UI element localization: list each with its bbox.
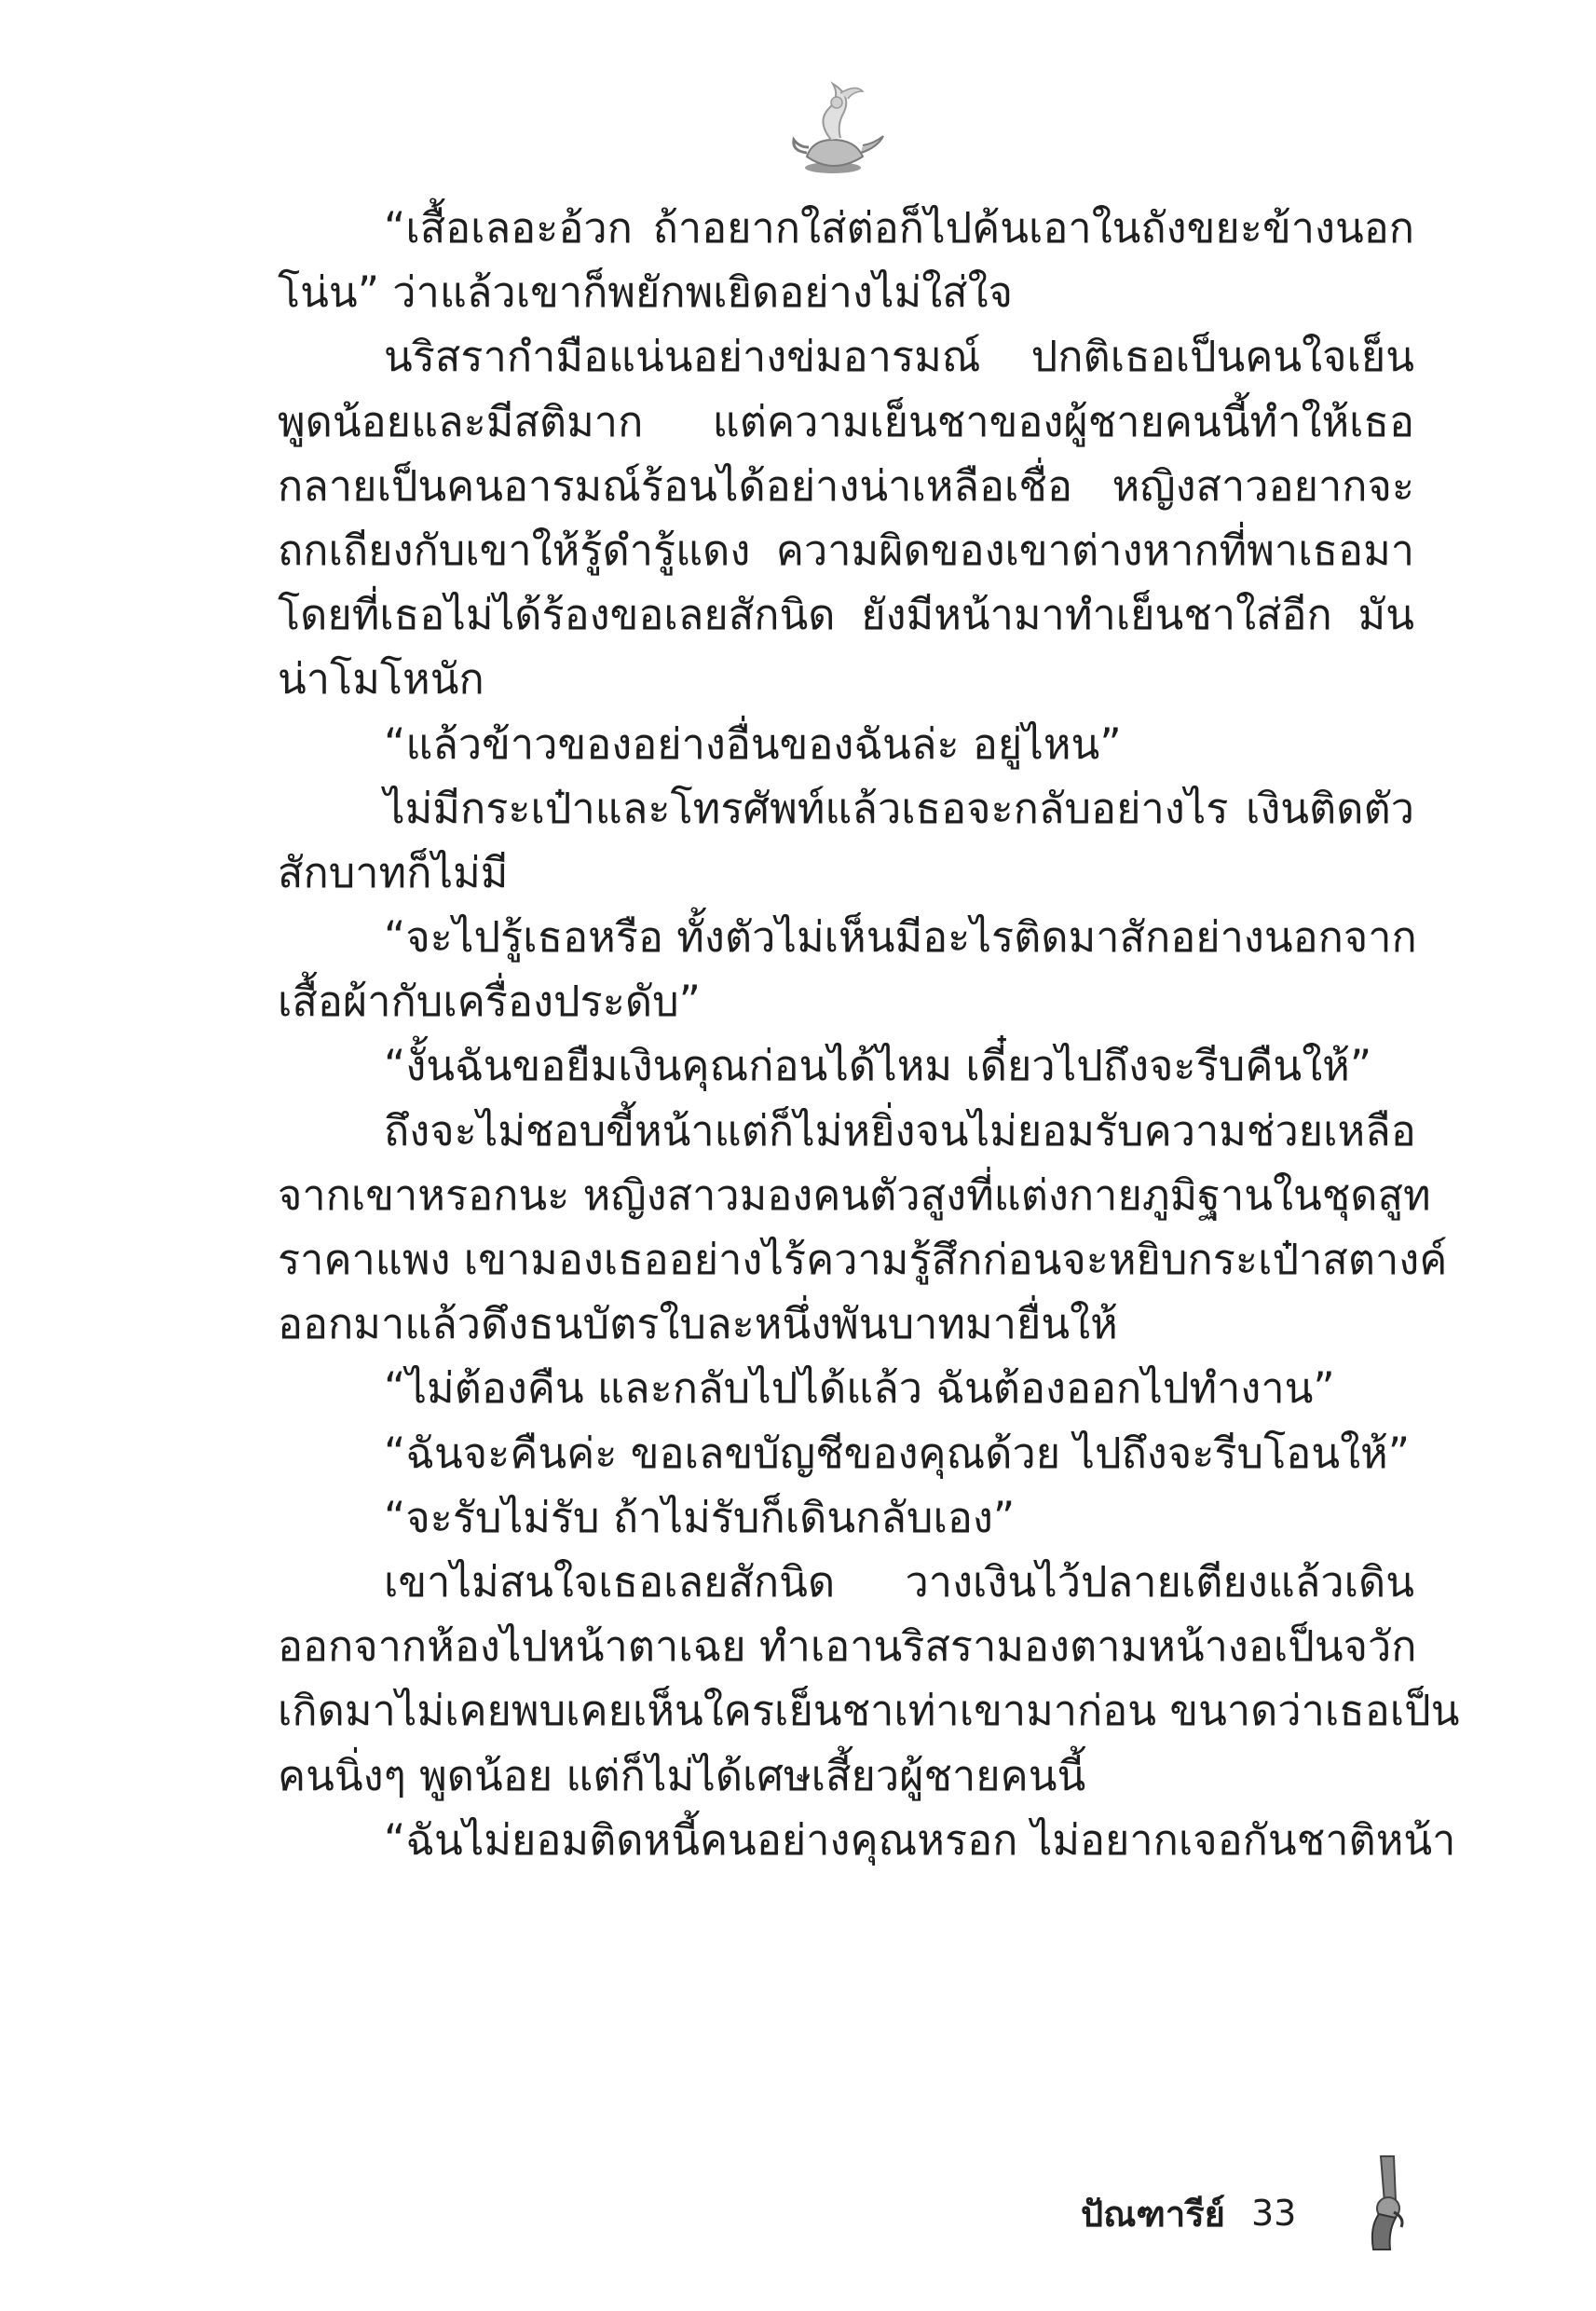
text-line: จากเขาหรอกนะ หญิงสาวมองคนตัวสูงที่แต่งกายภูมิฐานในชุดสูท	[278, 1169, 1431, 1220]
page-footer	[1081, 2181, 1296, 2246]
text-line: คนนิ่งๆ พูดน้อย แต่ก็ไม่ได้เศษเสี้ยวผู้ชายคนนี้	[278, 1750, 1086, 1800]
genie-lamp-icon	[779, 75, 891, 186]
page-number: 33	[1250, 2193, 1297, 2234]
text-line: พูดน้อยและมีสติมาก แต่ความเย็นชาของผู้ชายคนนี้ทำให้เธอ	[278, 396, 1414, 446]
text-line: “แล้วข้าวของอย่างอื่นของฉันล่ะ อยู่ไหน”	[384, 718, 1122, 769]
text-line: “ฉันจะคืนค่ะ ขอเลขบัญชีของคุณด้วย ไปถึงจะรีบโอนให้”	[384, 1428, 1411, 1478]
text-line: ออกมาแล้วดึงธนบัตรใบละหนึ่งพันบาทมายื่นให้	[278, 1299, 1118, 1349]
text-line: “เสื้อเลอะอ้วก ถ้าอยากใส่ต่อก็ไปค้นเอาในถังขยะข้างนอก	[384, 203, 1414, 253]
text-line: “งั้นฉันขอยืมเงินคุณก่อนได้ไหม เดี๋ยวไปถึงจะรีบคืนให้”	[384, 1041, 1372, 1091]
text-line: กลายเป็นคนอารมณ์ร้อนได้อย่างน่าเหลือเชื่อ หญิงสาวอยากจะ	[278, 460, 1414, 511]
text-line: เขาไม่สนใจเธอเลยสักนิด วางเงินไว้ปลายเตียงแล้วเดิน	[384, 1556, 1414, 1607]
text-line: เสื้อผ้ากับเครื่องประดับ”	[278, 977, 701, 1027]
text-line: สักบาทก็ไม่มี	[278, 847, 509, 897]
text-line: “ฉันไม่ยอมติดหนี้คนอย่างคุณหรอก ไม่อยากเจอกันชาติหน้า	[384, 1814, 1456, 1865]
text-line: โน่น” ว่าแล้วเขาก็พยักพเยิดอย่างไม่ใส่ใจ	[278, 267, 1013, 318]
text-line: น่าโมโหนัก	[278, 654, 484, 704]
text-line: โดยที่เธอไม่ได้ร้องขอเลยสักนิด ยังมีหน้ามาทำเย็นชาใส่อีก มัน	[278, 590, 1414, 640]
text-line: ออกจากห้องไปหน้าตาเฉย ทำเอานริสรามองตามหน้างอเป็นจวัก	[278, 1621, 1417, 1672]
text-line: ถึงจะไม่ชอบขี้หน้าแต่ก็ไม่หยิ่งจนไม่ยอมรับความช่วยเหลือ	[384, 1105, 1416, 1156]
text-line: ถกเถียงกับเขาให้รู้ดำรู้แดง ความผิดของเขาต่างหากที่พาเธอมา	[278, 525, 1414, 575]
text-line: “ไม่ต้องคืน และกลับไปได้แล้ว ฉันต้องออกไปทำงาน”	[384, 1363, 1335, 1414]
text-line: ราคาแพง เขามองเธออย่างไร้ความรู้สึกก่อนจะหยิบกระเป๋าสตางค์	[278, 1235, 1448, 1284]
text-line: ไม่มีกระเป๋าและโทรศัพท์แล้วเธอจะกลับอย่างไร เงินติดตัว	[384, 783, 1414, 833]
book-title: ปัณฑารีย์	[1081, 2193, 1225, 2235]
text-line: “จะรับไม่รับ ถ้าไม่รับก็เดินกลับเอง”	[384, 1492, 1016, 1542]
text-line: เกิดมาไม่เคยพบเคยเห็นใครเย็นชาเท่าเขามาก่อน ขนาดว่าเธอเป็น	[278, 1686, 1460, 1736]
text-line: นริสรากำมือแน่นอย่างข่มอารมณ์ ปกติเธอเป็นคนใจเย็น	[384, 332, 1414, 382]
body-text	[278, 196, 1460, 1872]
text-line: “จะไปรู้เธอหรือ ทั้งตัวไม่เห็นมีอะไรติดมาสักอย่างนอกจาก	[384, 912, 1417, 963]
revolver-icon	[1353, 2153, 1418, 2255]
